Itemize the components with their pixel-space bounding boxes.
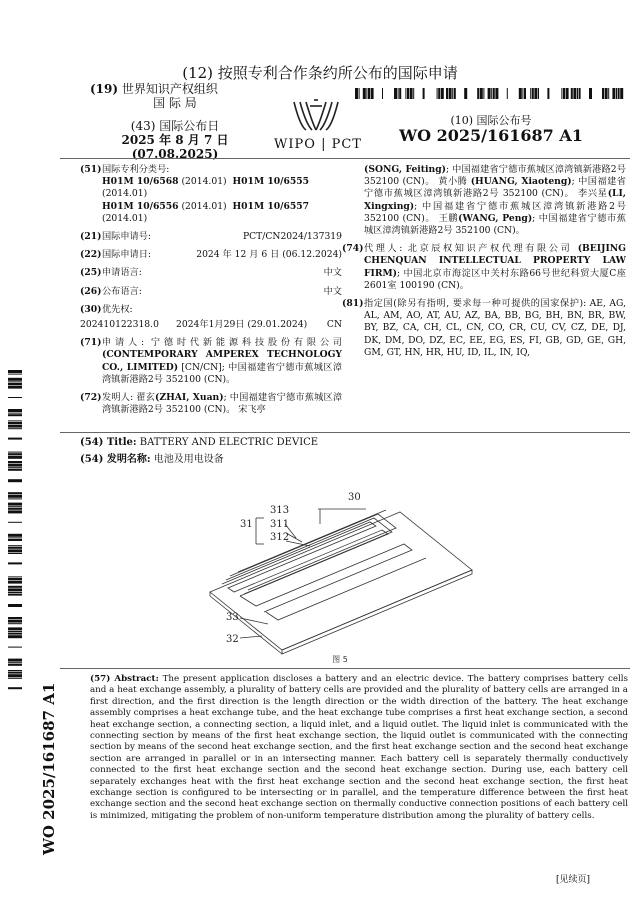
barcode-bar (8, 627, 22, 630)
barcode-bar (8, 503, 22, 506)
barcode-bar (399, 88, 401, 99)
field-21: (21) 国际申请号: PCT/CN2024/137319 (80, 231, 342, 243)
barcode-bar (8, 604, 22, 607)
barcode-bar (8, 492, 22, 494)
barcode-bar (8, 378, 22, 381)
field-26: (26) 公布语言: 中文 (80, 285, 342, 297)
barcode-bar (8, 409, 22, 412)
barcode-bar (394, 88, 397, 99)
barcode-bar (8, 508, 22, 510)
barcode-bar (8, 662, 22, 663)
barcode-bar (605, 88, 608, 99)
barcode-bar (522, 88, 523, 99)
barcode-bar (602, 88, 604, 99)
publication-date-label: (43) 国际公布日 (130, 119, 220, 133)
document-title: (12) 按照专利合作条约所公布的国际申请 (182, 64, 458, 82)
side-publication-number: WO 2025/161687 A1 (40, 682, 58, 855)
barcode-bar (8, 479, 22, 482)
titles-divider (60, 432, 630, 433)
barcode-bar (563, 88, 565, 99)
wipo-pct-label: WIPO | PCT (274, 137, 362, 152)
barcode-bar (8, 453, 22, 455)
barcode-bar (454, 88, 456, 99)
barcode-bar (8, 562, 22, 564)
barcode-bar (507, 88, 508, 99)
barcode-bar (8, 413, 22, 414)
barcode-bar (577, 88, 578, 99)
barcode-bar (8, 674, 22, 677)
barcode-bar (519, 88, 522, 99)
barcode-bar (8, 383, 22, 385)
barcode-bar (538, 88, 539, 99)
barcode-bar (363, 88, 366, 99)
header-divider (60, 158, 630, 159)
barcode-bar (589, 88, 592, 99)
barcode-bar (423, 88, 425, 99)
title-english: (54) Title: BATTERY AND ELECTRIC DEVICE (80, 437, 319, 448)
barcode-bar (8, 467, 22, 468)
publication-number-label: (10) 国际公布号 (450, 114, 532, 127)
field-22: (22) 国际申请日: 2024 年 12 月 6 日 (06.12.2024) (80, 249, 342, 261)
bibliographic-left-column (80, 164, 342, 416)
barcode-bar (8, 428, 22, 429)
barcode-bar (8, 553, 22, 554)
barcode-bar (8, 495, 22, 498)
ref-label-33: 33 (226, 612, 239, 623)
barcode-bar (8, 420, 22, 421)
barcode-bar (8, 506, 22, 507)
barcode-bar (534, 88, 537, 99)
field-30: (30) 优先权: 202410122318.0 2024年1月29日 (29.01.2024) CN (80, 303, 342, 331)
barcode-bar (480, 88, 483, 99)
barcode-bar (8, 659, 22, 662)
barcode-bar (8, 422, 22, 424)
barcode-bar (8, 635, 22, 638)
barcode-bar (8, 461, 22, 463)
barcode-bar (8, 522, 22, 523)
ref-label-30: 30 (348, 492, 361, 503)
barcode-bar (8, 374, 22, 375)
barcode-bar (8, 586, 22, 588)
barcode-bar (493, 88, 495, 99)
barcode-bar (8, 469, 22, 471)
ref-label-32: 32 (226, 634, 239, 645)
barcode-bar (8, 617, 22, 619)
barcode-bar (449, 88, 452, 99)
barcode-bar (438, 88, 440, 99)
field-51: (51) 国际专利分类号: H01M 10/6568 (2014.01) H01M 10/6555 (2014.01) H01M 10/6556 (2014.01) H01M 10/6557 (2014.01) (80, 164, 310, 224)
barcode-bar (8, 687, 22, 689)
barcode-bar (382, 88, 383, 99)
barcode-bar (8, 581, 22, 584)
organization-sub: 国 际 局 (153, 96, 197, 110)
barcode-bar (410, 88, 413, 99)
barcode-bar (566, 88, 569, 99)
continued-marker: [见续页] (556, 875, 591, 885)
barcode-bar (8, 623, 22, 624)
ref-label-31: 31 (240, 519, 253, 530)
barcode-bar (8, 592, 22, 593)
barcode-bar (368, 88, 370, 99)
barcode-bar (437, 88, 438, 99)
barcode-bar (441, 88, 444, 99)
ref-label-311: 311 (270, 519, 290, 530)
barcode-bar (8, 464, 22, 467)
barcode-bar (8, 633, 22, 635)
barcode-bar (8, 578, 22, 580)
field-71: (71) 申请人: 宁德时代新能源科技股份有限公司 (CONTEMPORARY AMPEREX TECHNOLOGY CO., LIMITED) [CN/CN]; 中国福建省宁德市蕉城区漳湾镇新港路2号 352100 (CN)。 (80, 337, 342, 385)
barcode-bar (612, 88, 615, 99)
barcode-bar (407, 88, 409, 99)
barcode-bar (8, 510, 22, 513)
barcode-bar (359, 88, 360, 99)
barcode-bar (8, 672, 22, 674)
barcode-bar (8, 534, 22, 537)
barcode-bar (8, 576, 22, 577)
barcode-bar (8, 498, 22, 499)
abstract: (57) Abstract: The present application discloses a battery and an electric device. The battery comprises battery cells and a heat exchange assembly, a plurality of battery cells are provided and the plurality of battery cells are arranged in a first direction, and the first direction is the length direction or the width direction of the battery. The heat exchange assembly comprises a heat exchange tube, and the heat exchange tube comprises a first heat exchange section, a second heat exchange section, a connecting section, a liquid inlet, and a liquid outlet. The liquid inlet is communicated with the connecting section by means of the first heat exchange section, the liquid outlet is communicated with the connecting section by means of the second heat exchange section, and the first heat exchange section and the second heat exchange section are arranged in parallel or in an intersecting manner. Each battery cell is separately thermally conductively connected to the first heat exchange section and the second heat exchange section. During use, each battery cell separately exchanges heat with the first heat exchange section and the second heat exchange section, the first heat exchange section is configured to be intersecting or in parallel, and the temperature difference between the first heat exchange section and the second heat exchange section on thermally conductive connection positions of each battery cell is minimized, mitigating the problem of non-uniform temperature distribution among the plurality of battery cells. (90, 674, 628, 821)
barcode-bar (8, 456, 22, 459)
barcode-bar (8, 397, 22, 398)
abstract-divider (60, 668, 630, 669)
barcode-bar (464, 88, 467, 99)
office-block (90, 82, 260, 161)
barcode-bar (530, 88, 531, 99)
barcode-bar (8, 539, 22, 541)
barcode-bar (8, 537, 22, 538)
barcode-bar (8, 545, 22, 546)
barcode-bar (452, 88, 453, 99)
inventors-continued: (SONG, Feiting); 中国福建省宁德市蕉城区漳湾镇新港路2号 352100 (CN)。 黄小腾 (HUANG, Xiaoteng); 中国福建省宁德市蕉城区漳湾镇新港路2号 352100 (CN)。 李兴星(LI, Xingxing); 中国福建省宁德市蕉城区漳湾镇新港路2号 352100 (CN)。 王鹏(WANG, Peng); 中国福建省宁德市蕉城区漳湾镇新港路2号 352100 (CN)。 (364, 164, 626, 237)
barcode-icon (355, 88, 627, 99)
barcode-bar (8, 594, 22, 596)
barcode-bar (355, 88, 358, 99)
barcode-bar (524, 88, 526, 99)
barcode-bar (8, 549, 22, 552)
ref-label-313: 313 (270, 505, 290, 516)
publication-date: 2025 年 8 月 7 日 (07.08.2025) (121, 133, 229, 161)
barcode-bar (616, 88, 617, 99)
barcode-bar (547, 88, 549, 99)
barcode-bar (488, 88, 491, 99)
barcode-bar (8, 664, 22, 666)
ref-label-312: 312 (270, 532, 290, 543)
barcode-bar (8, 452, 22, 453)
barcode-bar (579, 88, 581, 99)
barcode-bar (398, 88, 399, 99)
side-barcode-icon (8, 370, 22, 690)
barcode-bar (371, 88, 374, 99)
barcode-bar (571, 88, 573, 99)
title-chinese: (54) 发明名称: 电池及用电设备 (80, 454, 224, 465)
barcode-bar (618, 88, 620, 99)
barcode-bar (608, 88, 609, 99)
barcode-bar (446, 88, 448, 99)
bibliographic-right-column (342, 164, 626, 359)
barcode-bar (483, 88, 484, 99)
barcode-bar (8, 381, 22, 382)
barcode-bar (8, 620, 22, 623)
barcode-bar (495, 88, 498, 99)
organization-line: (19) 世界知识产权组织 (90, 82, 218, 96)
barcode-bar (8, 670, 22, 671)
barcode-bar (8, 631, 22, 632)
field-74: (74) 代理人: 北京辰权知识产权代理有限公司 (BEIJING CHENQUAN INTELLECTUAL PROPERTY LAW FIRM); 中国北京市海淀区中关村东路66号世纪科贸大厦C座2601室 100190 (CN)。 (342, 243, 626, 291)
figure-caption: 图 5 (332, 655, 348, 664)
barcode-bar (532, 88, 534, 99)
barcode-bar (8, 547, 22, 549)
barcode-bar (8, 386, 22, 389)
barcode-bar (620, 88, 623, 99)
wipo-logo-icon (284, 96, 348, 136)
barcode-bar (366, 88, 367, 99)
barcode-bar (8, 678, 22, 679)
barcode-bar (573, 88, 576, 99)
barcode-bar (413, 88, 414, 99)
barcode-bar (405, 88, 406, 99)
barcode-bar (8, 425, 22, 428)
field-81: (81) 指定国(除另有指明, 要求每一种可提供的国家保护): AE, AG, AL, AM, AO, AT, AU, AZ, BA, BB, BG, BH, BN, BR, BW, BY, BZ, CA, CH, CL, CN, CO, CR, CU, CV, CZ, DE, DJ, DK, DM, DO, DZ, EC, EE, EG, ES, FI, GB, GD, GE, GH, GM, GT, HN, HR, HU, ID, IL, IN, IQ, (342, 298, 626, 358)
barcode-bar (491, 88, 492, 99)
barcode-bar (8, 588, 22, 591)
barcode-bar (8, 438, 22, 440)
publication-number: WO 2025/161687 A1 (399, 126, 583, 145)
patent-figure (180, 480, 500, 665)
barcode-bar (561, 88, 562, 99)
barcode-bar (8, 647, 22, 648)
field-72: (72) 发明人: 翟玄(ZHAI, Xuan); 中国福建省宁德市蕉城区漳湾镇新港路2号 352100 (CN)。 宋飞亭 (80, 392, 343, 416)
field-25: (25) 申请语言: 中文 (80, 267, 342, 279)
barcode-bar (8, 370, 22, 373)
barcode-bar (8, 414, 22, 416)
barcode-bar (477, 88, 479, 99)
